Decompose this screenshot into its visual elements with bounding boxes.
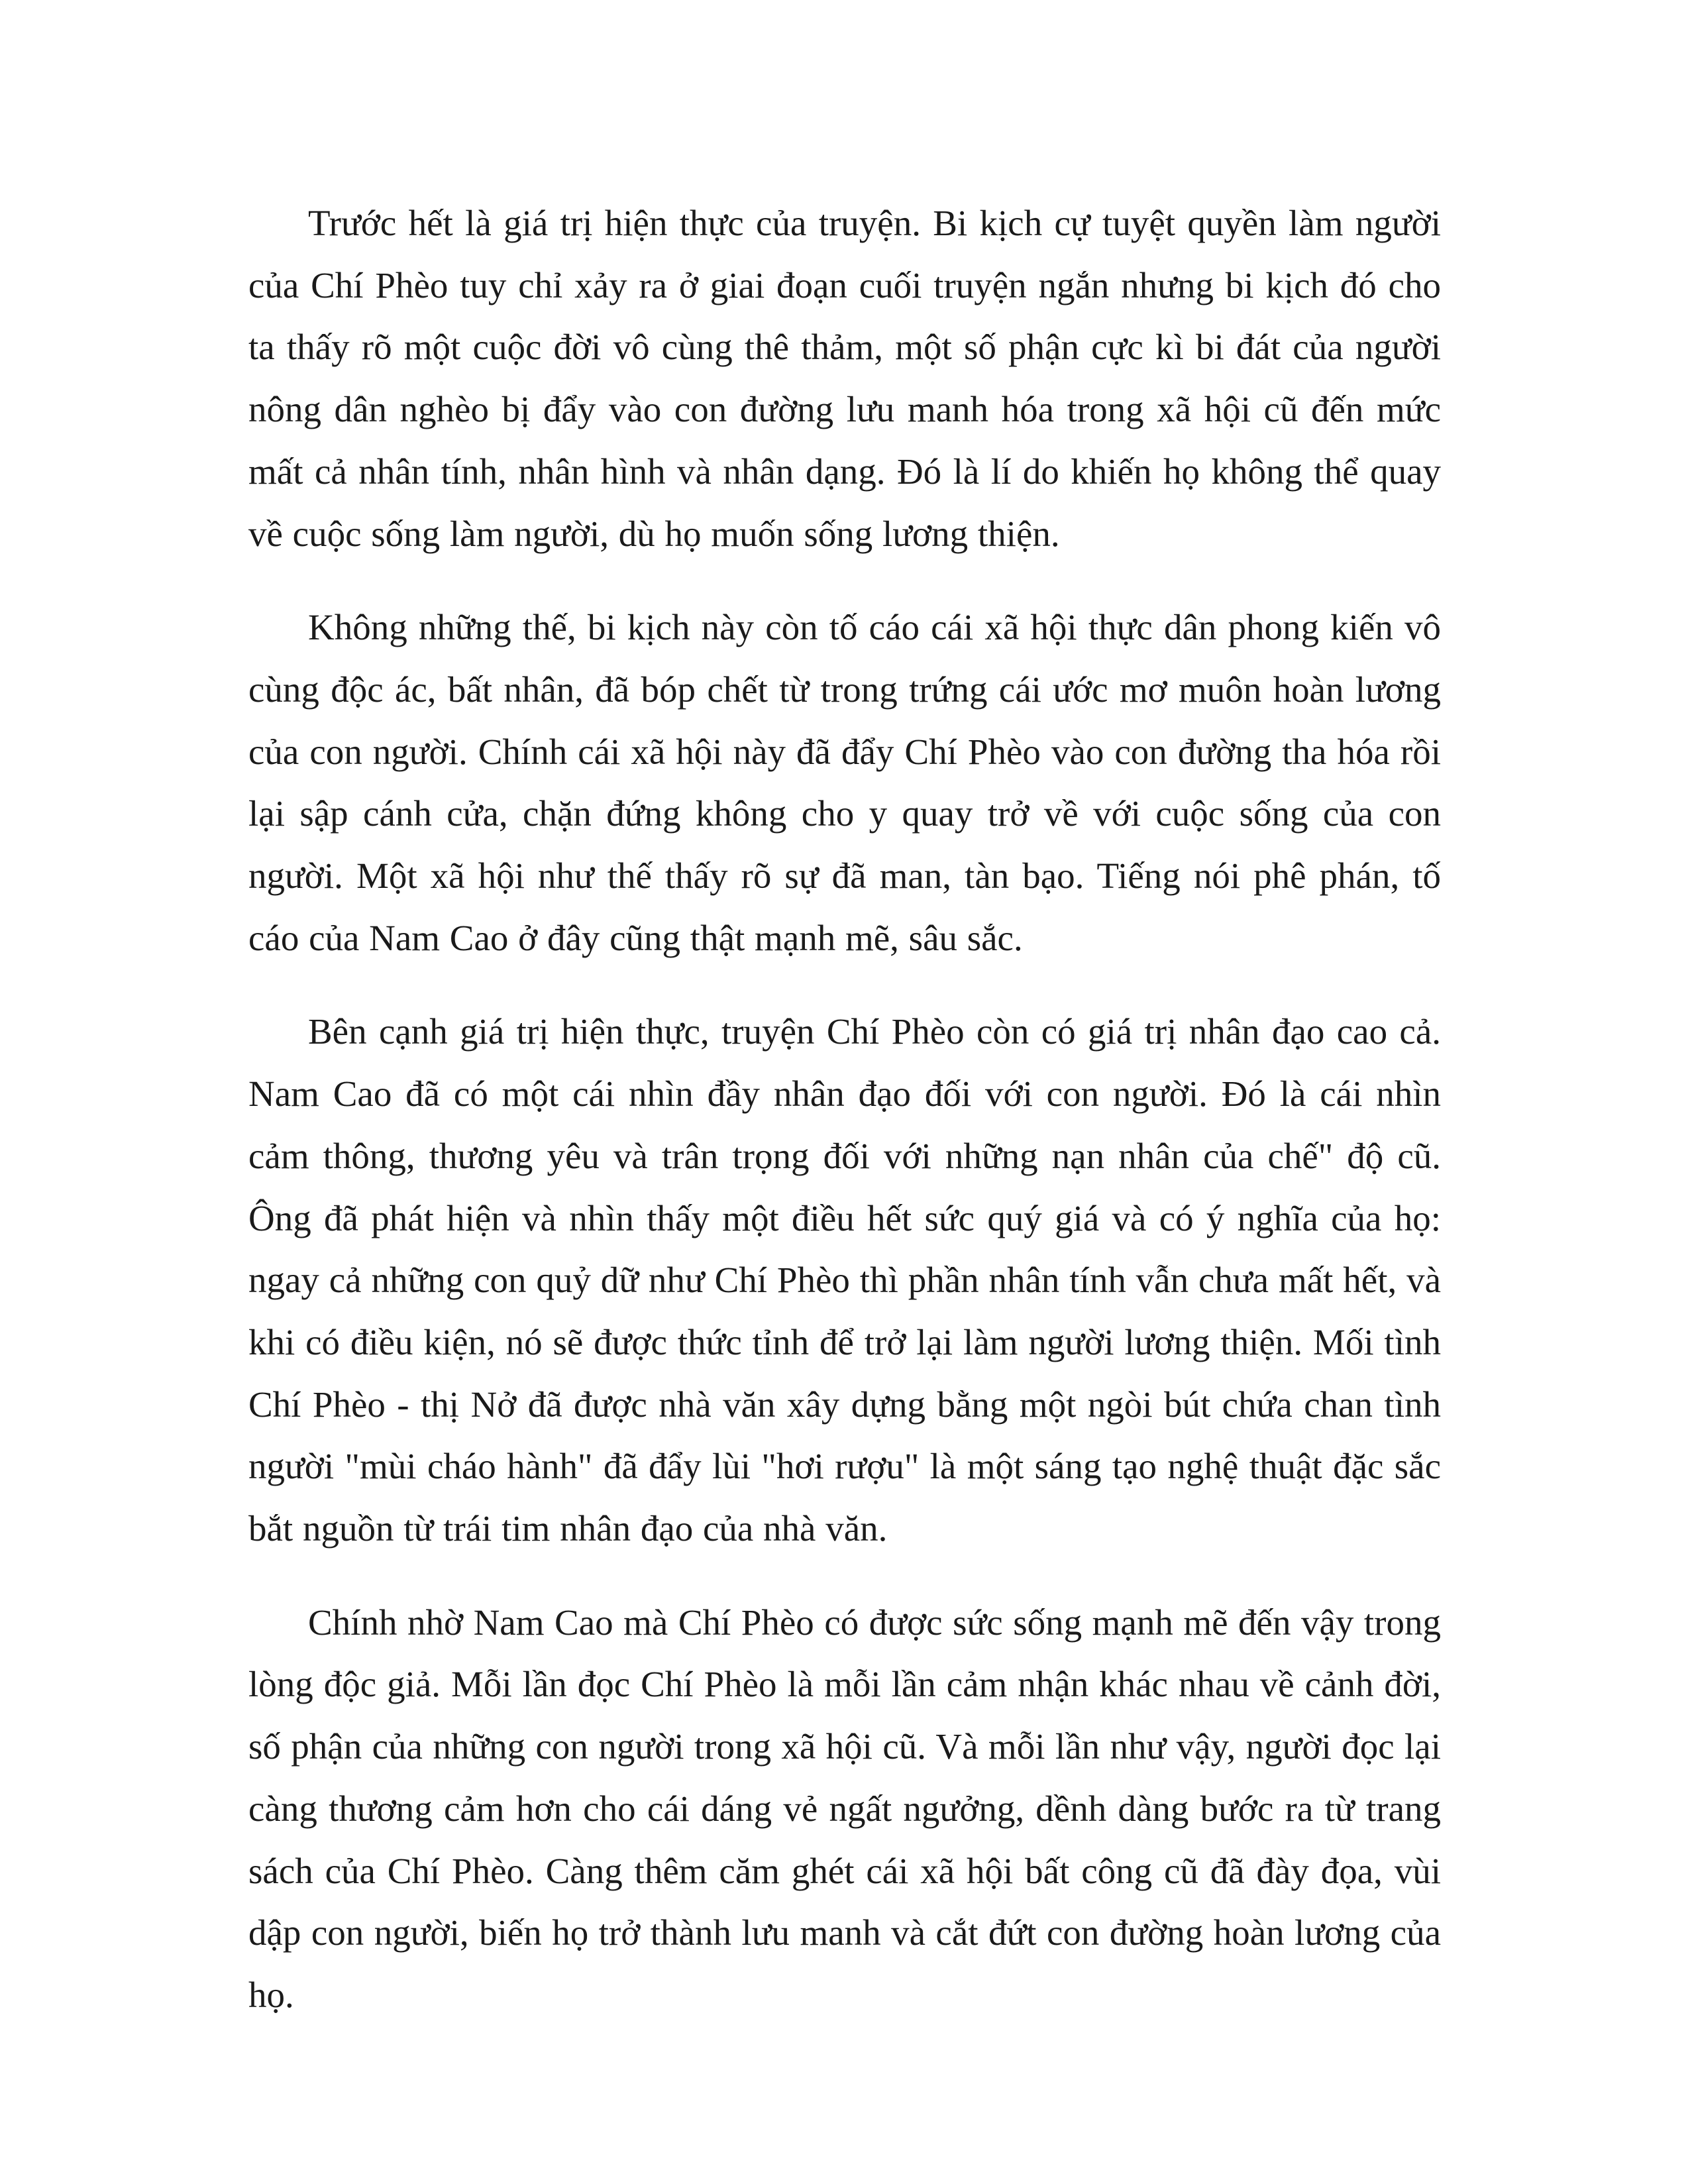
paragraph-realism-value: Trước hết là giá trị hiện thực của truyện. Bi kịch cự tuyệt quyền làm người của Chí Phèo tuy chỉ xảy ra ở giai đoạn cuối truyện ngắn nhưng bi kịch đó cho ta thấy rõ một cuộc đời vô cùng thê thảm, một số phận cực kì bi đát của người nông dân nghèo bị đẩy vào con đường lưu manh hóa trong xã hội cũ đến mức mất cả nhân tính, nhân hình và nhân dạng. Đó là lí do khiến họ không thể quay về cuộc sống làm người, dù họ muốn sống lương thiện. [248, 203, 1441, 554]
paragraph-conclusion: Chính nhờ Nam Cao mà Chí Phèo có được sức sống mạnh mẽ đến vậy trong lòng độc giả. Mỗi lần đọc Chí Phèo là mỗi lần cảm nhận khác nhau về cảnh đời, số phận của những con người trong xã hội cũ. Và mỗi lần như vậy, người đọc lại càng thương cảm hơn cho cái dáng vẻ ngất ngưởng, dềnh dàng bước ra từ trang sách của Chí Phèo. Càng thêm căm ghét cái xã hội bất công cũ đã đày đọa, vùi dập con người, biến họ trở thành lưu manh và cắt đứt con đường hoàn lương của họ. [248, 1602, 1441, 2015]
document-body [248, 192, 1441, 2026]
paragraph-humanitarian-value: Bên cạnh giá trị hiện thực, truyện Chí Phèo còn có giá trị nhân đạo cao cả. Nam Cao đã có một cái nhìn đầy nhân đạo đối với con người. Đó là cái nhìn cảm thông, thương yêu và trân trọng đối với những nạn nhân của chế" độ cũ. Ông đã phát hiện và nhìn thấy một điều hết sức quý giá và có ý nghĩa của họ: ngay cả những con quỷ dữ như Chí Phèo thì phần nhân tính vẫn chưa mất hết, và khi có điều kiện, nó sẽ được thức tỉnh để trở lại làm người lương thiện. Mối tình Chí Phèo - thị Nở đã được nhà văn xây dựng bằng một ngòi bút chứa chan tình người "mùi cháo hành" đã đẩy lùi "hơi rượu" là một sáng tạo nghệ thuật đặc sắc bắt nguồn từ trái tim nhân đạo của nhà văn. [248, 1011, 1441, 1549]
paragraph-social-critique: Không những thế, bi kịch này còn tố cáo cái xã hội thực dân phong kiến vô cùng độc ác, bất nhân, đã bóp chết từ trong trứng cái ước mơ muôn hoàn lương của con người. Chính cái xã hội này đã đẩy Chí Phèo vào con đường tha hóa rồi lại sập cánh cửa, chặn đứng không cho y quay trở về với cuộc sống của con người. Một xã hội như thế thấy rõ sự đã man, tàn bạo. Tiếng nói phê phán, tố cáo của Nam Cao ở đây cũng thật mạnh mẽ, sâu sắc. [248, 607, 1441, 958]
